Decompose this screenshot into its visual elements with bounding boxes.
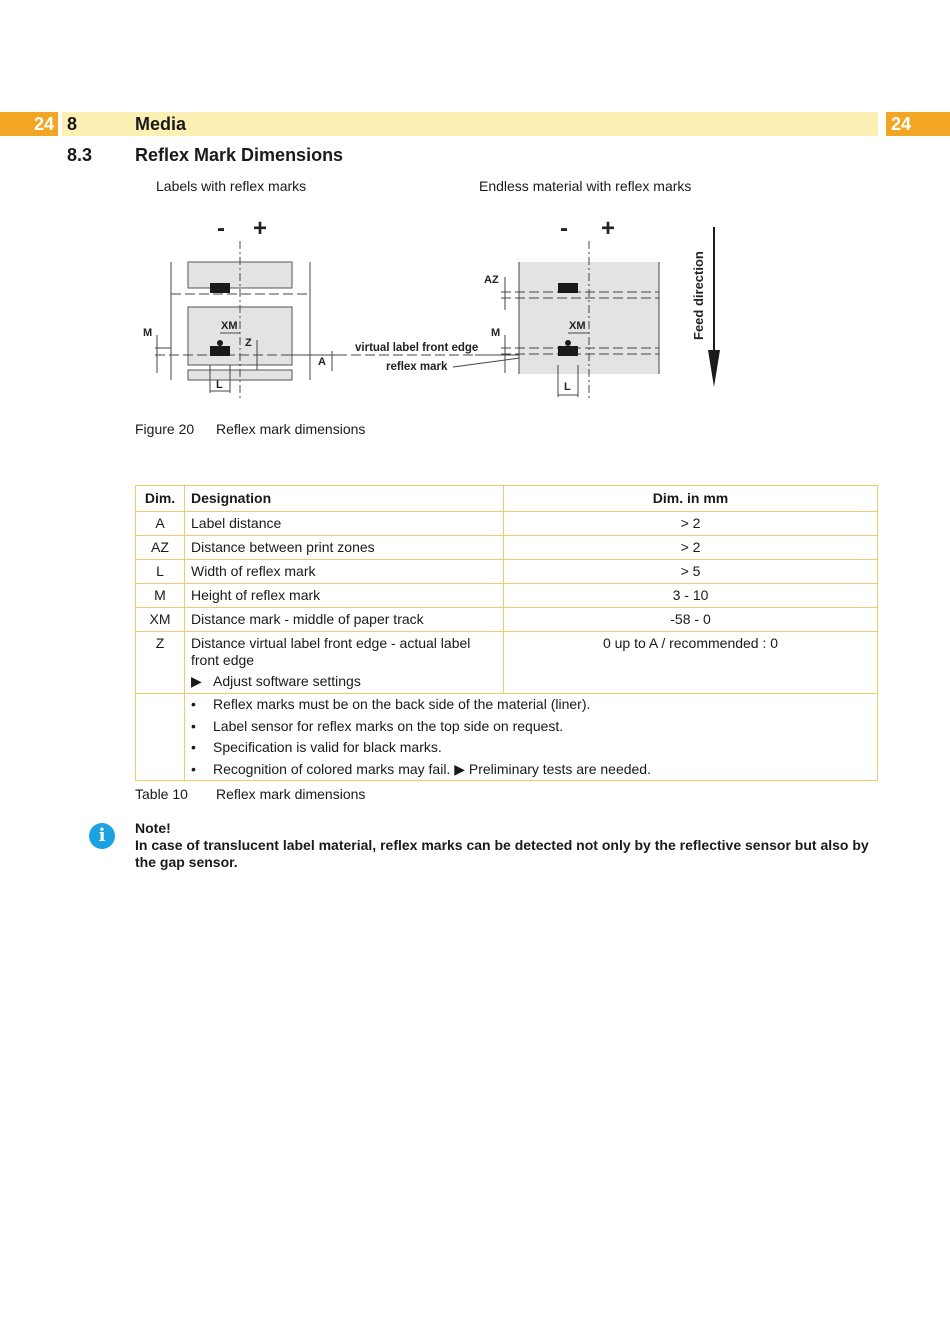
bullet-icon: •: [191, 760, 196, 777]
cell-designation: Distance between print zones: [185, 536, 504, 560]
reflex-mark-shape: [210, 283, 230, 293]
reflex-mark-table: [135, 485, 878, 781]
feed-direction-label: Feed direction: [691, 251, 706, 340]
list-item: [191, 694, 871, 716]
hint-text: Adjust software settings: [213, 673, 361, 689]
az-label: AZ: [484, 274, 499, 286]
cell-dim: A: [136, 512, 185, 536]
cell-designation: Distance mark - middle of paper track: [185, 608, 504, 632]
cell-designation: [185, 632, 504, 694]
bullet-icon: •: [191, 739, 196, 755]
note-text: In case of translucent label material, reflex marks can be detected not only by the reflective sensor but also by the gap sensor.: [135, 837, 869, 870]
section-title: Reflex Mark Dimensions: [135, 145, 344, 165]
cell-designation: Height of reflex mark: [185, 584, 504, 608]
table-title: Reflex mark dimensions: [216, 786, 366, 802]
reflex-mark-diagram: [135, 205, 735, 405]
reflex-mark-label: reflex mark: [386, 361, 448, 373]
table-caption: [135, 786, 365, 802]
cell-value: 3 - 10: [504, 584, 878, 608]
table-row: [136, 608, 878, 632]
designation-text: Distance virtual label front edge - actual label front edge: [191, 635, 471, 668]
figure-caption-labels: Labels with reflex marks: [156, 178, 307, 194]
note-text: Recognition of colored marks may fail.: [213, 760, 451, 777]
plus-label: +: [601, 215, 616, 242]
note-text: Specification is valid for black marks.: [213, 739, 442, 755]
header-value: Dim. in mm: [504, 486, 878, 512]
note-text: Reflex marks must be on the back side of the material (liner).: [213, 696, 591, 712]
table-row: [136, 536, 878, 560]
cell-designation: Label distance: [185, 512, 504, 536]
note-text: Label sensor for reflex marks on the top side on request.: [213, 717, 564, 734]
notes-cell: [185, 694, 878, 781]
table-number: Table 10: [135, 786, 188, 802]
reflex-mark-shape: [210, 346, 230, 356]
m-label: M: [491, 327, 501, 339]
cell-dim: AZ: [136, 536, 185, 560]
xm-label: XM: [569, 320, 586, 332]
table-row: [136, 560, 878, 584]
table-row: [136, 512, 878, 536]
page-number-left: 24: [0, 112, 58, 136]
m-label: M: [143, 327, 153, 339]
cell-value: > 5: [504, 560, 878, 584]
minus-label: -: [560, 215, 568, 242]
header-designation: Designation: [185, 486, 504, 512]
minus-label: -: [217, 215, 225, 242]
l-label: L: [564, 381, 571, 393]
feed-direction-arrow: [691, 227, 720, 387]
l-label: L: [216, 379, 223, 391]
list-item: [191, 759, 871, 781]
reflex-mark-shape: [558, 346, 578, 356]
table-row: [136, 632, 878, 694]
info-icon: i: [89, 823, 115, 849]
list-item: [191, 737, 871, 759]
cell-dim: M: [136, 584, 185, 608]
cell-empty: [136, 694, 185, 781]
list-item: [191, 716, 871, 738]
bullet-icon: •: [191, 696, 196, 712]
cell-value: -58 - 0: [504, 608, 878, 632]
chapter-title: Media: [135, 114, 187, 134]
virtual-edge-label: virtual label front edge: [355, 342, 479, 354]
figure-caption-endless: Endless material with reflex marks: [479, 178, 692, 194]
chapter-number: 8: [67, 114, 78, 134]
figure-caption: [135, 421, 365, 437]
section-number: 8.3: [67, 145, 93, 165]
note-suffix: Preliminary tests are needed.: [468, 760, 651, 777]
page-number-right: 24: [886, 112, 950, 136]
xm-label: XM: [221, 320, 238, 332]
triangle-right-icon: ▶: [454, 760, 465, 777]
cell-dim: L: [136, 560, 185, 584]
header-dim: Dim.: [136, 486, 185, 512]
note-title: Note!: [135, 820, 171, 836]
table-header-row: [136, 486, 878, 512]
figure-title: Reflex mark dimensions: [216, 421, 366, 437]
figure-number: Figure 20: [135, 421, 195, 437]
table-row: [136, 584, 878, 608]
endless-diagram: [484, 215, 659, 400]
cell-value: > 2: [504, 512, 878, 536]
cell-dim: Z: [136, 632, 185, 694]
software-hint: [191, 673, 497, 690]
z-label: Z: [245, 337, 252, 349]
table-notes-row: [136, 694, 878, 781]
bullet-icon: •: [191, 717, 196, 734]
reflex-mark-shape: [558, 283, 578, 293]
cell-value: > 2: [504, 536, 878, 560]
plus-label: +: [253, 215, 268, 242]
cell-designation: Width of reflex mark: [185, 560, 504, 584]
triangle-right-icon: ▶: [191, 673, 202, 689]
a-label: A: [318, 356, 326, 368]
cell-dim: XM: [136, 608, 185, 632]
cell-value: 0 up to A / recommended : 0: [504, 632, 878, 694]
